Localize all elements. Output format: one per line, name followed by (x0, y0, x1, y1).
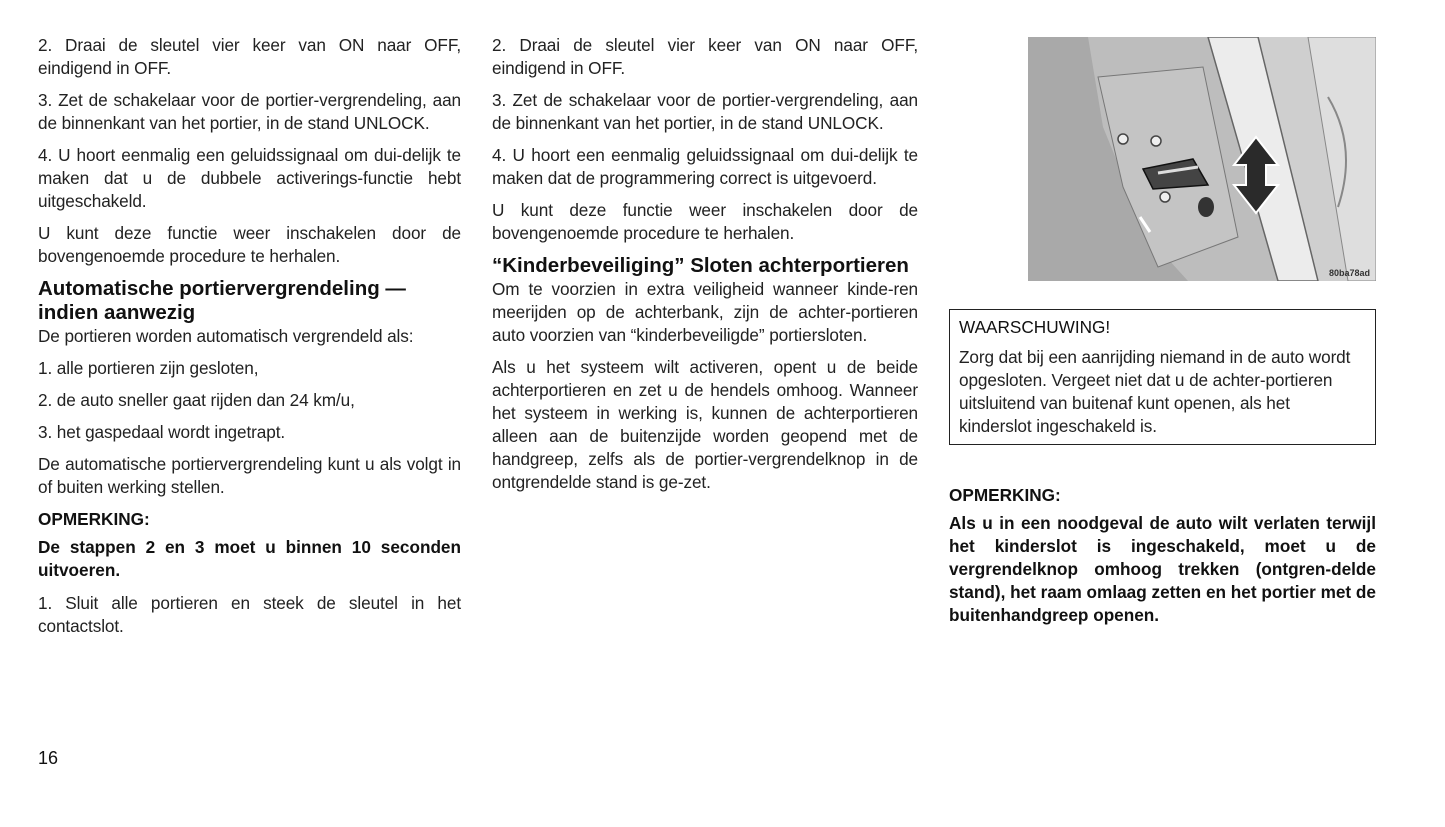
section-heading-auto-lock: Automatische portiervergrendeling — indien aanwezig (38, 277, 406, 324)
door-lock-drawing (1028, 37, 1376, 281)
child-lock-intro: Om te voorzien in extra veiligheid wanneer kinde-ren meerijden op de achterbank, zijn de achter-portieren auto voorzien van “kinderbeveiligde” portiersloten. (492, 279, 918, 345)
list-item-1: 1. alle portieren zijn gesloten, (38, 358, 259, 378)
warning-title: WAARSCHUWING! (959, 317, 1111, 337)
note-text: De stappen 2 en 3 moet u binnen 10 seconden uitvoeren. (38, 537, 461, 580)
step-4-text: 4. U hoort een eenmalig geluidssignaal om dui-delijk te maken dat de programmering correct is uitgevoerd. (492, 145, 918, 188)
list-item-2: 2. de auto sneller gaat rijden dan 24 km/u, (38, 390, 355, 410)
note-text: Als u in een noodgeval de auto wilt verlaten terwijl het kinderslot is ingeschakeld, moet u de vergrendelknop omhoog trekken (ontgren-delde stand), het raam omlaag zetten en het portier met de buitenhandgreep openen. (949, 513, 1376, 625)
reactivate-text: U kunt deze functie weer inschakelen door de bovengenoemde procedure te herhalen. (38, 223, 461, 266)
note-title: OPMERKING: (38, 509, 150, 529)
step-3-text: 3. Zet de schakelaar voor de portier-vergrendeling, aan de binnenkant van het portier, in de stand UNLOCK. (38, 90, 461, 133)
note-title: OPMERKING: (949, 485, 1061, 505)
warning-text: Zorg dat bij een aanrijding niemand in de auto wordt opgesloten. Vergeet niet dat u de achter-portieren uitsluitend van buitenaf kunt openen, als het kinderslot ingeschakeld is. (959, 347, 1351, 436)
auto-lock-intro: De portieren worden automatisch vergrendeld als: (38, 326, 414, 346)
figure-code: 80ba78ad (1328, 268, 1370, 278)
warning-box (949, 309, 1376, 445)
auto-lock-toggle-text: De automatische portiervergrendeling kunt u als volgt in of buiten werking stellen. (38, 454, 461, 497)
step-1-text: 1. Sluit alle portieren en steek de sleutel in het contactslot. (38, 593, 461, 636)
right-note (949, 482, 1376, 637)
step-4-text: 4. U hoort eenmalig een geluidssignaal om dui-delijk te maken dat u de dubbele activerings-functie hebt uitgeschakeld. (38, 145, 461, 211)
middle-column (492, 34, 918, 503)
page-number: 16 (38, 748, 59, 768)
door-lock-illustration (1028, 37, 1376, 281)
left-column (38, 34, 461, 647)
child-lock-activation: Als u het systeem wilt activeren, opent u de beide achterportieren en zet u de hendels omhoog. Wanneer het systeem in werking is, kunnen de achterportieren alleen aan de buitenzijde worden geopend met de handgreep, zelfs als de portier-vergrendelknop in de ontgrendelde stand is ge-zet. (492, 357, 918, 492)
reactivate-text: U kunt deze functie weer inschakelen door de bovengenoemde procedure te herhalen. (492, 200, 918, 243)
section-heading-child-locks: “Kinderbeveiliging” Sloten achterportieren (492, 254, 909, 277)
list-item-3: 3. het gaspedaal wordt ingetrapt. (38, 422, 286, 442)
step-3-text: 3. Zet de schakelaar voor de portier-vergrendeling, aan de binnenkant van het portier, in de stand UNLOCK. (492, 90, 918, 133)
step-2-text: 2. Draai de sleutel vier keer van ON naar OFF, eindigend in OFF. (38, 35, 461, 78)
step-2-text: 2. Draai de sleutel vier keer van ON naar OFF, eindigend in OFF. (492, 35, 918, 78)
